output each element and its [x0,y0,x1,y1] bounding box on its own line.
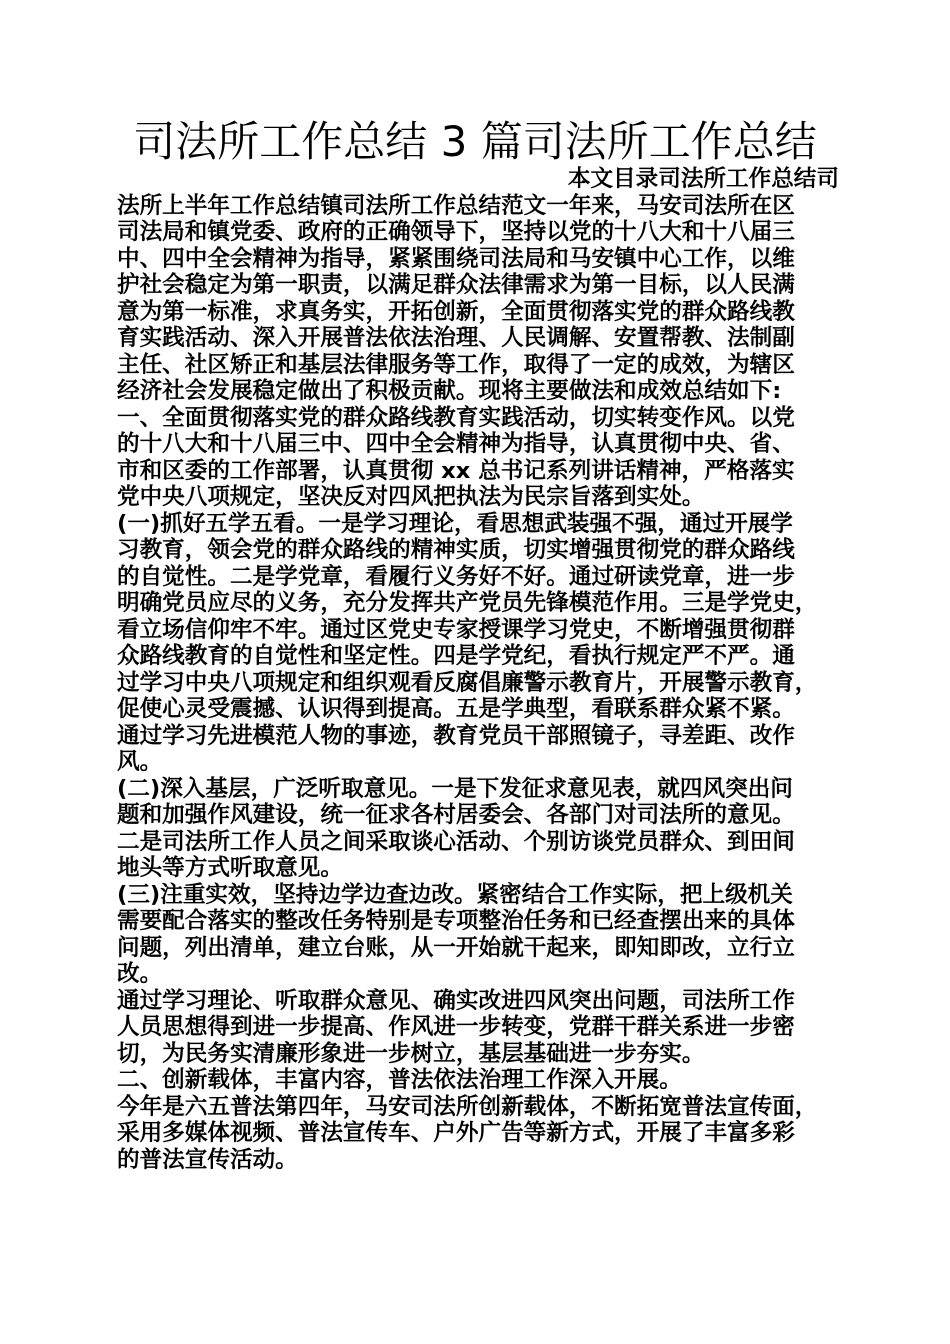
subsection-line: (三)注重实效，坚持边学边查边改。紧密结合工作实际，把上级机关 [117,881,793,908]
text-line: 育实践活动、深入开展普法依法治理、人民调解、安置帮教、法制副 [117,325,795,351]
text-line: 众路线教育的自觉性和坚定性。四是学党纪，看执行规定严不严。通 [117,643,795,669]
text-line: 通过学习理论、听取群众意见、确实改进四风突出问题，司法所工作 [117,987,795,1014]
text-line: 的自觉性。二是学党章，看履行义务好不好。通过研读党章，进一步 [117,563,795,590]
subsection-line: (二)深入基层，广泛听取意见。一是下发征求意见表，就四风突出问 [117,775,793,802]
text-line: 切，为民务实清廉形象进一步树立，基层基础进一步夯实。 [117,1040,705,1067]
text-line: 风。 [117,749,163,775]
text-line-toc: 本文目录司法所工作总结司 [567,166,839,192]
text-line: 市和区委的工作部署，认真贯彻 xx 总书记系列讲话精神，严格落实 [117,457,795,484]
text-line: 明确党员应尽的义务，充分发挥共产党员先锋模范作用。三是学党史， [117,590,818,616]
text-line: 需要配合落实的整改任务特别是专项整治任务和已经查摆出来的具体 [117,908,795,934]
text-line: 经济社会发展稳定做出了积极贡献。现将主要做法和成效总结如下: [117,378,782,404]
text-line: 司法局和镇党委、政府的正确领导下，坚持以党的十八大和十八届三 [117,219,795,245]
text-line: 地头等方式听取意见。 [117,855,343,881]
text-line: 的十八大和十八届三中、四中全会精神为指导，认真贯彻中央、省、 [117,431,795,457]
text-line: 题和加强作风建设，统一征求各村居委会、各部门对司法所的意见。 [117,802,795,828]
text-line: 的普法宣传活动。 [117,1146,298,1173]
text-line: 二是司法所工作人员之间采取谈心活动、个别访谈党员群众、到田间 [117,828,795,855]
text-line: 采用多媒体视频、普法宣传车、户外广告等新方式，开展了丰富多彩 [117,1120,795,1146]
section-heading-line: 一、全面贯彻落实党的群众路线教育实践活动，切实转变作风。以党 [117,404,795,431]
text-line: 通过学习先进模范人物的事迹，教育党员干部照镜子，寻差距、改作 [117,722,795,749]
subsection-line: (一)抓好五学五看。一是学习理论，看思想武装强不强，通过开展学 [117,510,793,537]
text-line: 法所上半年工作总结镇司法所工作总结范文一年来，马安司法所在区 [117,192,795,219]
text-line: 党中央八项规定，坚决反对四风把执法为民宗旨落到实处。 [117,484,705,510]
text-line: 护社会稳定为第一职责，以满足群众法律需求为第一目标，以人民满 [117,272,795,298]
text-line: 意为第一标准，求真务实，开拓创新，全面贯彻落实党的群众路线教 [117,298,795,325]
text-line: 问题，列出清单，建立台账，从一开始就干起来，即知即改，立行立 [117,934,795,961]
text-line: 过学习中央八项规定和组织观看反腐倡廉警示教育片，开展警示教育， [117,669,818,696]
text-line: 改。 [117,961,163,987]
text-line: 看立场信仰牢不牢。通过区党史专家授课学习党史，不断增强贯彻群 [117,616,795,643]
text-line: 习教育，领会党的群众路线的精神实质，切实增强贯彻党的群众路线 [117,537,795,563]
text-line: 今年是六五普法第四年，马安司法所创新载体，不断拓宽普法宣传面， [117,1093,818,1120]
text-line: 主任、社区矫正和基层法律服务等工作，取得了一定的成效，为辖区 [117,351,795,378]
text-line: 中、四中全会精神为指导，紧紧围绕司法局和马安镇中心工作，以维 [117,245,795,272]
text-line: 人员思想得到进一步提高、作风进一步转变，党群干群关系进一步密 [117,1014,795,1040]
document-title: 司法所工作总结 3 篇司法所工作总结 [133,117,817,166]
document-body [117,166,839,1173]
text-line: 促使心灵受震撼、认识得到提高。五是学典型，看联系群众紧不紧。 [117,696,795,722]
section-heading-line: 二、创新载体，丰富内容，普法依法治理工作深入开展。 [117,1067,682,1093]
